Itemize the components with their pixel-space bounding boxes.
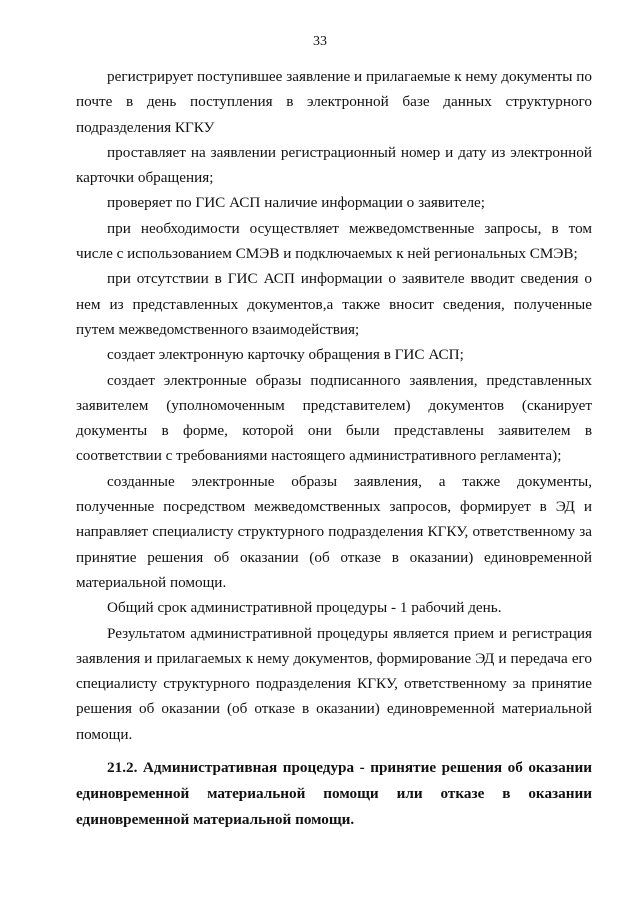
paragraph-register-application: регистрирует поступившее заявление и прилагаемые к нему документы по почте в день поступления в электронной базе данных структурного подразделения КГКУ: [76, 68, 592, 136]
paragraph-check-gis: проверяет по ГИС АСП наличие информации о заявителе;: [107, 194, 486, 212]
document-body: [76, 64, 592, 833]
paragraph-registration-number: проставляет на заявлении регистрационный номер и дату из электронной карточки обращения;: [76, 143, 592, 187]
paragraph-create-card: создает электронную карточку обращения в ГИС АСП;: [107, 346, 464, 364]
paragraph-interagency-requests: при необходимости осуществляет межведомственные запросы, в том числе с использованием СМЭВ и подключаемых к ней региональных СМЭВ;: [76, 219, 592, 263]
paragraph-create-images: создает электронные образы подписанного заявления, представленных заявителем (уполномоченным представителем) документов (сканирует документы в форме, которой они были представлены заявителем в соответствии с требованиями настоящего административного регламента);: [76, 371, 592, 465]
page-number: 33: [313, 34, 327, 49]
paragraph-enter-applicant-data: при отсутствии в ГИС АСП информации о заявителе вводит сведения о нем из представленных документов,а также вносит сведения, полученные путем межведомственного взаимодействия;: [76, 270, 592, 338]
paragraph-forward-images: созданные электронные образы заявления, а также документы, полученные посредством межведомственных запросов, формирует в ЭД и направляет специалисту структурного подразделения КГКУ, ответственному за принятие решения об оказании (об отказе в оказании) единовременной материальной помощи.: [76, 472, 592, 591]
paragraph-procedure-duration: Общий срок административной процедуры - 1 рабочий день.: [107, 599, 502, 617]
section-heading: 21.2. Административная процедура - принятие решения об оказании единовременной материальной помощи или отказе в оказании единовременной материальной помощи.: [76, 759, 592, 829]
paragraph-procedure-result: Результатом административной процедуры является прием и регистрация заявления и прилагаемых к нему документов, формирование ЭД и передача его специалисту структурного подразделения КГКУ, ответственному за принятие решения об оказании (об отказе в оказании) единовременной материальной помощи.: [76, 624, 592, 743]
